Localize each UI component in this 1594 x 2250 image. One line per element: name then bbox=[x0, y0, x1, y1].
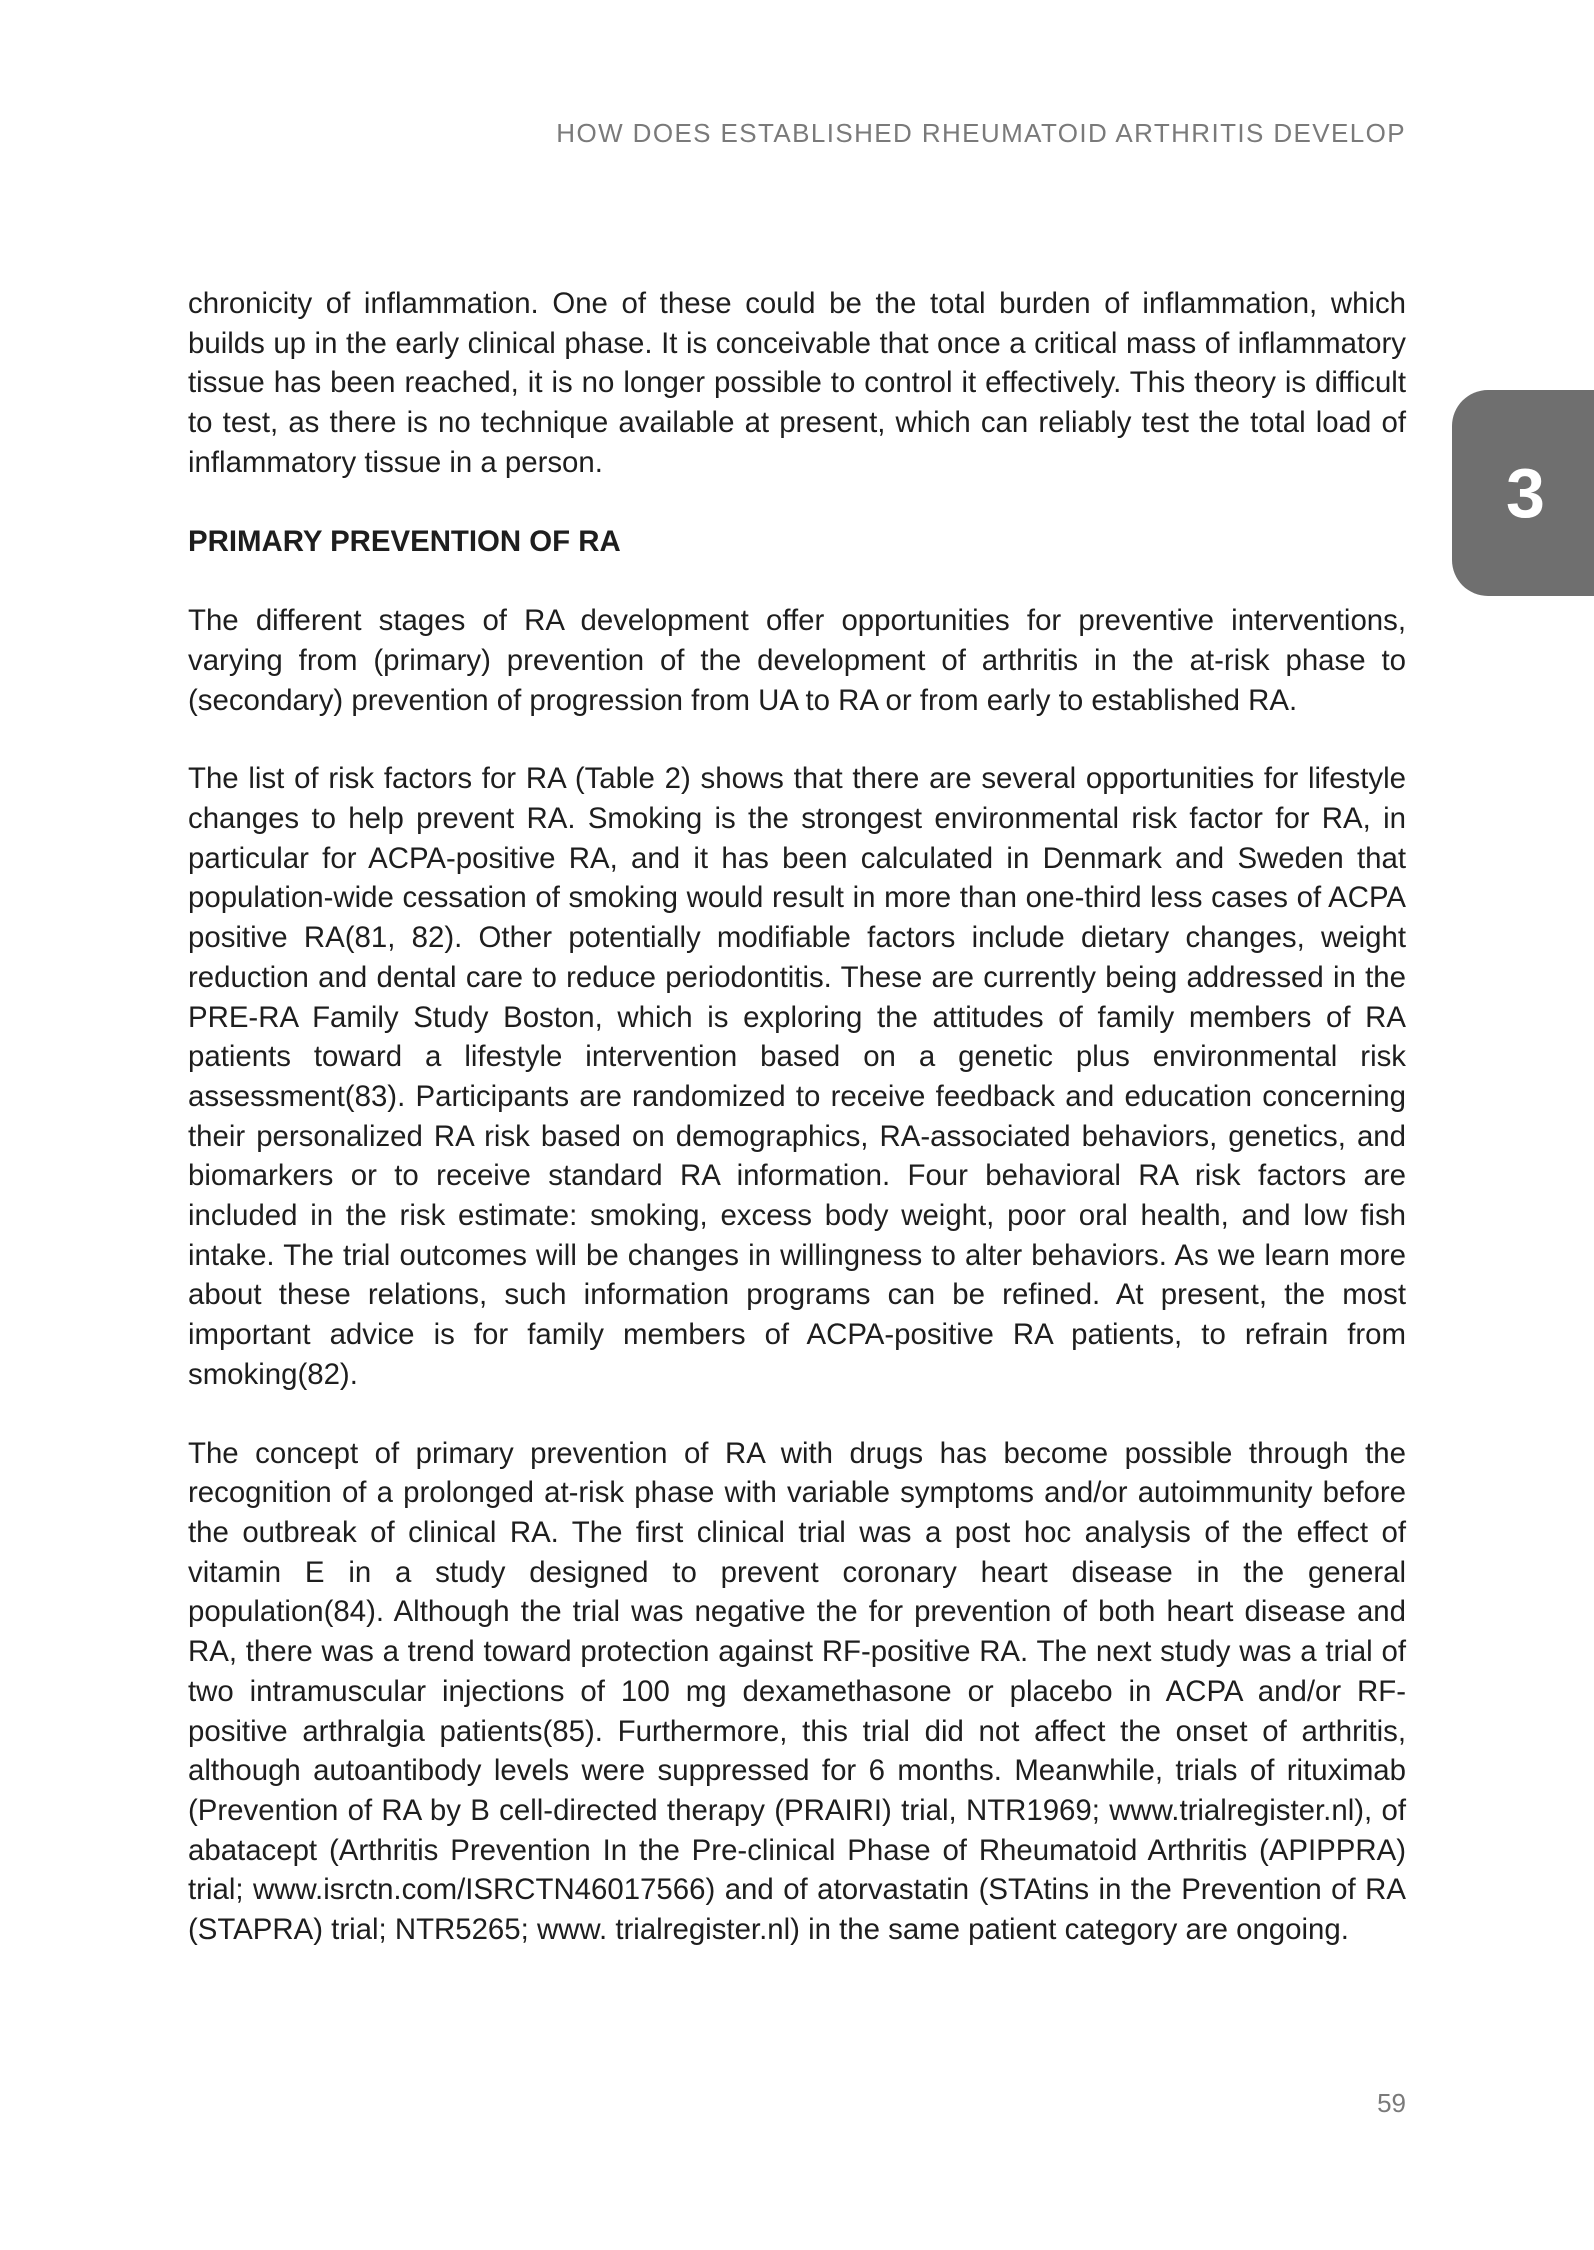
intro-paragraph: chronicity of inflammation. One of these could be the total burden of inflammation, which builds up in the early clinical phase. It is conceivable that once a critical mass of inflammatory tissue has been reached, it is no longer possible to control it effectively. This theory is difficult to test, as there is no technique available at present, which can reliably test the total load of inflammatory tissue in a person. bbox=[188, 287, 1406, 479]
chapter-tab: 3 bbox=[1452, 390, 1594, 596]
main-content bbox=[188, 284, 1406, 1989]
page-number: 59 bbox=[1377, 2088, 1406, 2118]
running-header: HOW DOES ESTABLISHED RHEUMATOID ARTHRITIS DEVELOP bbox=[556, 118, 1406, 148]
section-paragraph-stages: The different stages of RA development offer opportunities for preventive interventions, varying from (primary) prevention of the development of arthritis in the at-risk phase to (secondary) prevention of progression from UA to RA or from early to established RA. bbox=[188, 604, 1406, 717]
section-heading: PRIMARY PREVENTION OF RA bbox=[188, 524, 621, 558]
section-paragraph-risk-factors: The list of risk factors for RA (Table 2) shows that there are several opportunities for lifestyle changes to help prevent RA. Smoking is the strongest environmental risk factor for RA, in particular for ACPA-positive RA, and it has been calculated in Denmark and Sweden that population-wide cessation of smoking would result in more than one-third less cases of ACPA positive RA(81, 82). Other potentially modifiable factors include dietary changes, weight reduction and dental care to reduce periodontitis. These are currently being addressed in the PRE-RA Family Study Boston, which is exploring the attitudes of family members of RA patients toward a lifestyle intervention based on a genetic plus environmental risk assessment(83). Participants are randomized to receive feedback and education concerning their personalized RA risk based on demographics, RA-associated behaviors, genetics, and biomarkers or to receive standard RA information. Four behavioral RA risk factors are included in the risk estimate: smoking, excess body weight, poor oral health, and low fish intake. The trial outcomes will be changes in willingness to alter behaviors. As we learn more about these relations, such information programs can be refined. At present, the most important advice is for family members of ACPA-positive RA patients, to refrain from smoking(82). bbox=[188, 762, 1406, 1391]
section-paragraph-drug-prevention: The concept of primary prevention of RA with drugs has become possible through the recognition of a prolonged at-risk phase with variable symptoms and/or autoimmunity before the outbreak of clinical RA. The first clinical trial was a post hoc analysis of the effect of vitamin E in a study designed to prevent coronary heart disease in the general population(84). Although the trial was negative the for prevention of both heart disease and RA, there was a trend toward protection against RF-positive RA. The next study was a trial of two intramuscular injections of 100 mg dexamethasone or placebo in ACPA and/or RF-positive arthralgia patients(85). Furthermore, this trial did not affect the onset of arthritis, although autoantibody levels were suppressed for 6 months. Meanwhile, trials of rituximab (Prevention of RA by B cell-directed therapy (PRAIRI) trial, NTR1969; www.trialregister.nl), of abatacept (Arthritis Prevention In the Pre-clinical Phase of Rheumatoid Arthritis (APIPPRA) trial; www.isrctn.com/ISRCTN46017566) and of atorvastatin (STAtins in the Prevention of RA (STAPRA) trial; NTR5265; www. trialregister.nl) in the same patient category are ongoing. bbox=[188, 1436, 1406, 1947]
